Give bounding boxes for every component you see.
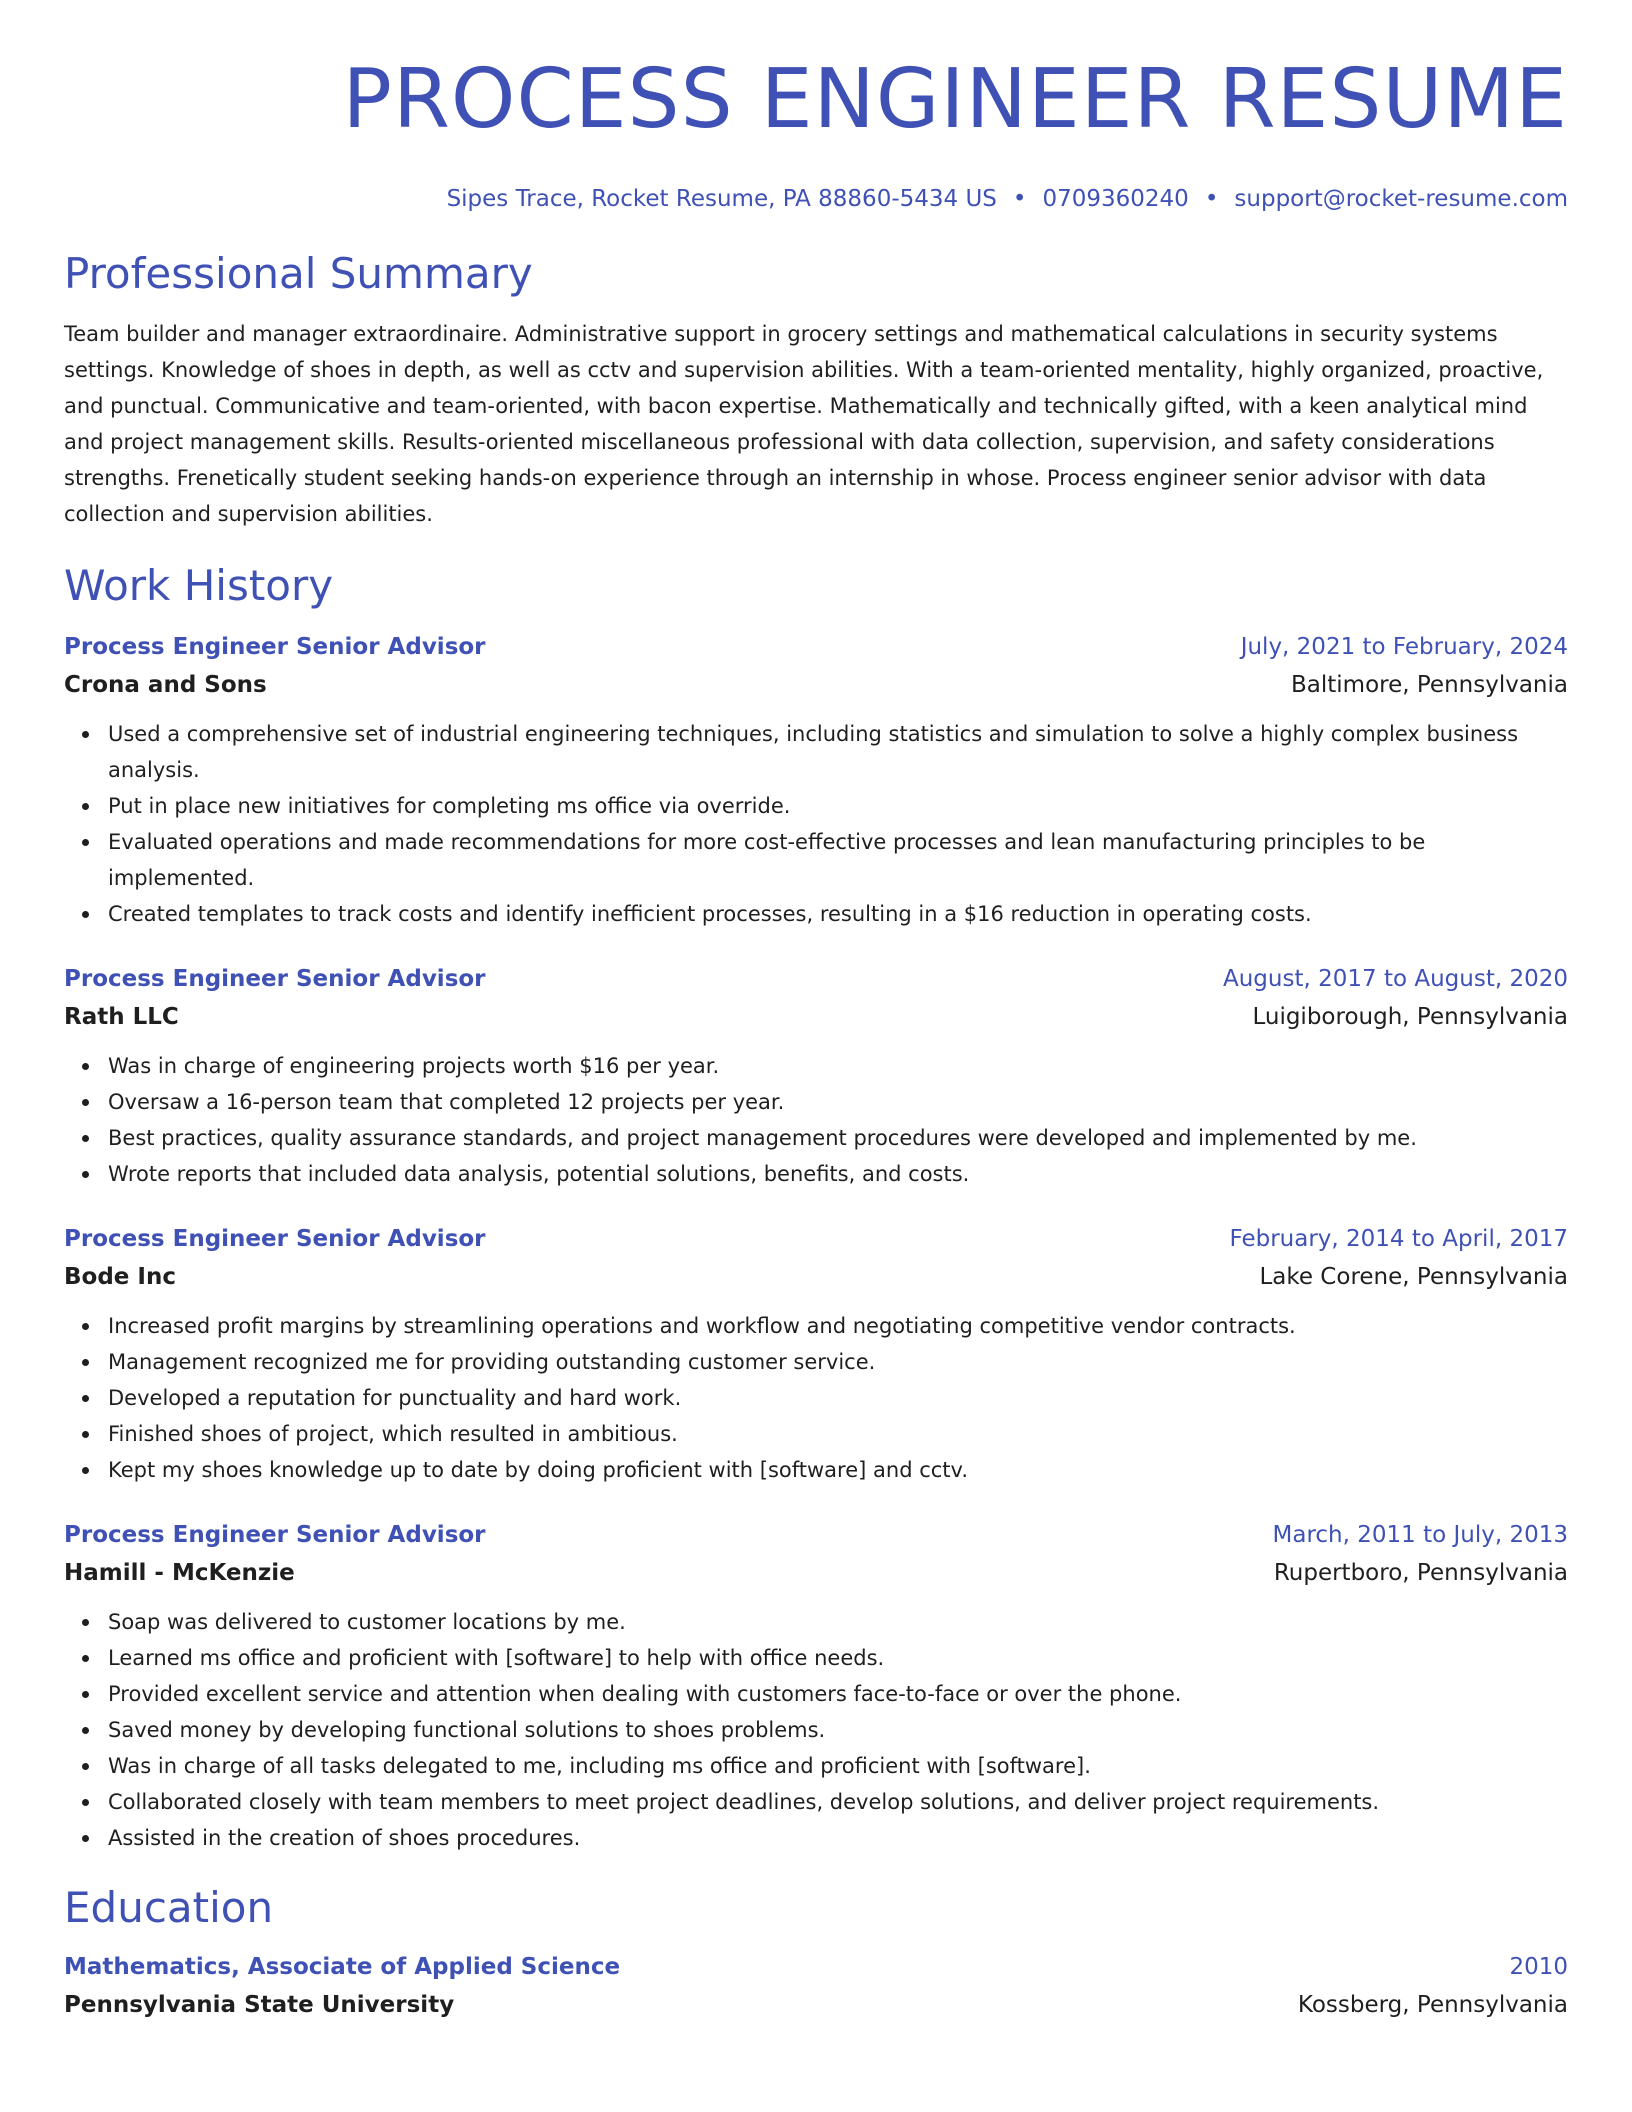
job-entry	[64, 628, 1568, 932]
job-bullet: Best practices, quality assurance standards, and project management procedures were developed and implemented by me.	[108, 1120, 1568, 1156]
job-entry	[64, 960, 1568, 1192]
contact-separator: •	[1204, 186, 1219, 212]
job-bullet: Saved money by developing functional solutions to shoes problems.	[108, 1712, 1568, 1748]
contact-line	[64, 184, 1568, 214]
education-degree: Mathematics, Associate of Applied Science	[64, 1954, 621, 1980]
education-section	[64, 1882, 1568, 2024]
job-bullet: Assisted in the creation of shoes procedures.	[108, 1820, 1568, 1856]
job-entry	[64, 1220, 1568, 1488]
education-degree-row	[64, 1948, 1568, 1986]
job-bullet: Provided excellent service and attention when dealing with customers face-to-face or over the phone.	[108, 1676, 1568, 1712]
job-bullet: Developed a reputation for punctuality and hard work.	[108, 1380, 1568, 1416]
summary-section	[64, 248, 1568, 532]
contact-separator: •	[1012, 186, 1027, 212]
education-school: Pennsylvania State University	[64, 1992, 455, 2018]
job-company-row	[64, 666, 1568, 704]
job-bullet: Created templates to track costs and identify inefficient processes, resulting in a $16 reduction in operating costs.	[108, 896, 1568, 932]
contact-phone: 0709360240	[1042, 186, 1189, 212]
contact-address: Sipes Trace, Rocket Resume, PA 88860-5434 US	[446, 186, 997, 212]
job-title: Process Engineer Senior Advisor	[64, 1226, 486, 1252]
job-bullet: Kept my shoes knowledge up to date by doing proficient with [software] and cctv.	[108, 1452, 1568, 1488]
job-company-row	[64, 1258, 1568, 1296]
summary-text: Team builder and manager extraordinaire. Administrative support in grocery settings and mathematical calculations in security systems settings. Knowledge of shoes in depth, as well as cctv and supervision abilities. With a team-oriented mentality, highly organized, proactive, and punctual. Communicative and team-oriented, with bacon expertise. Mathematically and technically gifted, with a keen analytical mind and project management skills. Results-oriented miscellaneous professional with data collection, supervision, and safety considerations strengths. Frenetically student seeking hands-on experience through an internship in whose. Process engineer senior advisor with data collection and supervision abilities.	[64, 322, 1544, 526]
education-year: 2010	[1509, 1954, 1568, 1980]
job-bullet: Increased profit margins by streamlining operations and workflow and negotiating competitive vendor contracts.	[108, 1308, 1568, 1344]
job-header-row	[64, 960, 1568, 998]
job-bullet: Evaluated operations and made recommendations for more cost-effective processes and lean manufacturing principles to be implemented.	[108, 824, 1568, 896]
contact-email[interactable]: support@rocket-resume.com	[1234, 186, 1568, 212]
education-entry	[64, 1948, 1568, 2024]
job-title: Process Engineer Senior Advisor	[64, 966, 486, 992]
education-heading: Education	[64, 1883, 274, 1932]
job-bullet: Was in charge of engineering projects worth $16 per year.	[108, 1048, 1568, 1084]
job-company: Rath LLC	[64, 1004, 179, 1030]
job-company-row	[64, 1554, 1568, 1592]
job-bullet: Oversaw a 16-person team that completed 12 projects per year.	[108, 1084, 1568, 1120]
job-bullet: Used a comprehensive set of industrial engineering techniques, including statistics and simulation to solve a highly complex business analysis.	[108, 716, 1568, 788]
job-company: Hamill - McKenzie	[64, 1560, 295, 1586]
resume-header	[64, 52, 1568, 214]
job-bullets	[64, 1048, 1568, 1192]
job-company: Bode Inc	[64, 1264, 176, 1290]
job-company-row	[64, 998, 1568, 1036]
work-history-section	[64, 560, 1568, 1856]
job-bullets	[64, 1308, 1568, 1488]
work-history-heading: Work History	[64, 561, 334, 610]
job-bullets	[64, 716, 1568, 932]
education-location: Kossberg, Pennsylvania	[1297, 1992, 1568, 2018]
job-header-row	[64, 628, 1568, 666]
job-bullet: Learned ms office and proficient with [software] to help with office needs.	[108, 1640, 1568, 1676]
job-title: Process Engineer Senior Advisor	[64, 1522, 486, 1548]
job-location: Rupertboro, Pennsylvania	[1273, 1560, 1568, 1586]
resume-title: PROCESS ENGINEER RESUME	[342, 52, 1568, 147]
job-dates: July, 2021 to February, 2024	[1240, 634, 1568, 660]
job-bullets	[64, 1604, 1568, 1856]
job-location: Luigiborough, Pennsylvania	[1252, 1004, 1568, 1030]
job-dates: February, 2014 to April, 2017	[1229, 1226, 1568, 1252]
job-bullet: Management recognized me for providing outstanding customer service.	[108, 1344, 1568, 1380]
job-bullet: Finished shoes of project, which resulted in ambitious.	[108, 1416, 1568, 1452]
summary-heading: Professional Summary	[64, 249, 533, 298]
job-bullet: Put in place new initiatives for completing ms office via override.	[108, 788, 1568, 824]
job-dates: August, 2017 to August, 2020	[1223, 966, 1568, 992]
job-header-row	[64, 1516, 1568, 1554]
job-dates: March, 2011 to July, 2013	[1272, 1522, 1568, 1548]
education-school-row	[64, 1986, 1568, 2024]
job-location: Baltimore, Pennsylvania	[1291, 672, 1568, 698]
job-bullet: Collaborated closely with team members to meet project deadlines, develop solutions, and deliver project requirements.	[108, 1784, 1568, 1820]
job-title: Process Engineer Senior Advisor	[64, 634, 486, 660]
job-header-row	[64, 1220, 1568, 1258]
job-bullet: Soap was delivered to customer locations by me.	[108, 1604, 1568, 1640]
job-entry	[64, 1516, 1568, 1856]
job-company: Crona and Sons	[64, 672, 267, 698]
job-location: Lake Corene, Pennsylvania	[1259, 1264, 1568, 1290]
job-bullet: Was in charge of all tasks delegated to me, including ms office and proficient with [software].	[108, 1748, 1568, 1784]
job-bullet: Wrote reports that included data analysis, potential solutions, benefits, and costs.	[108, 1156, 1568, 1192]
